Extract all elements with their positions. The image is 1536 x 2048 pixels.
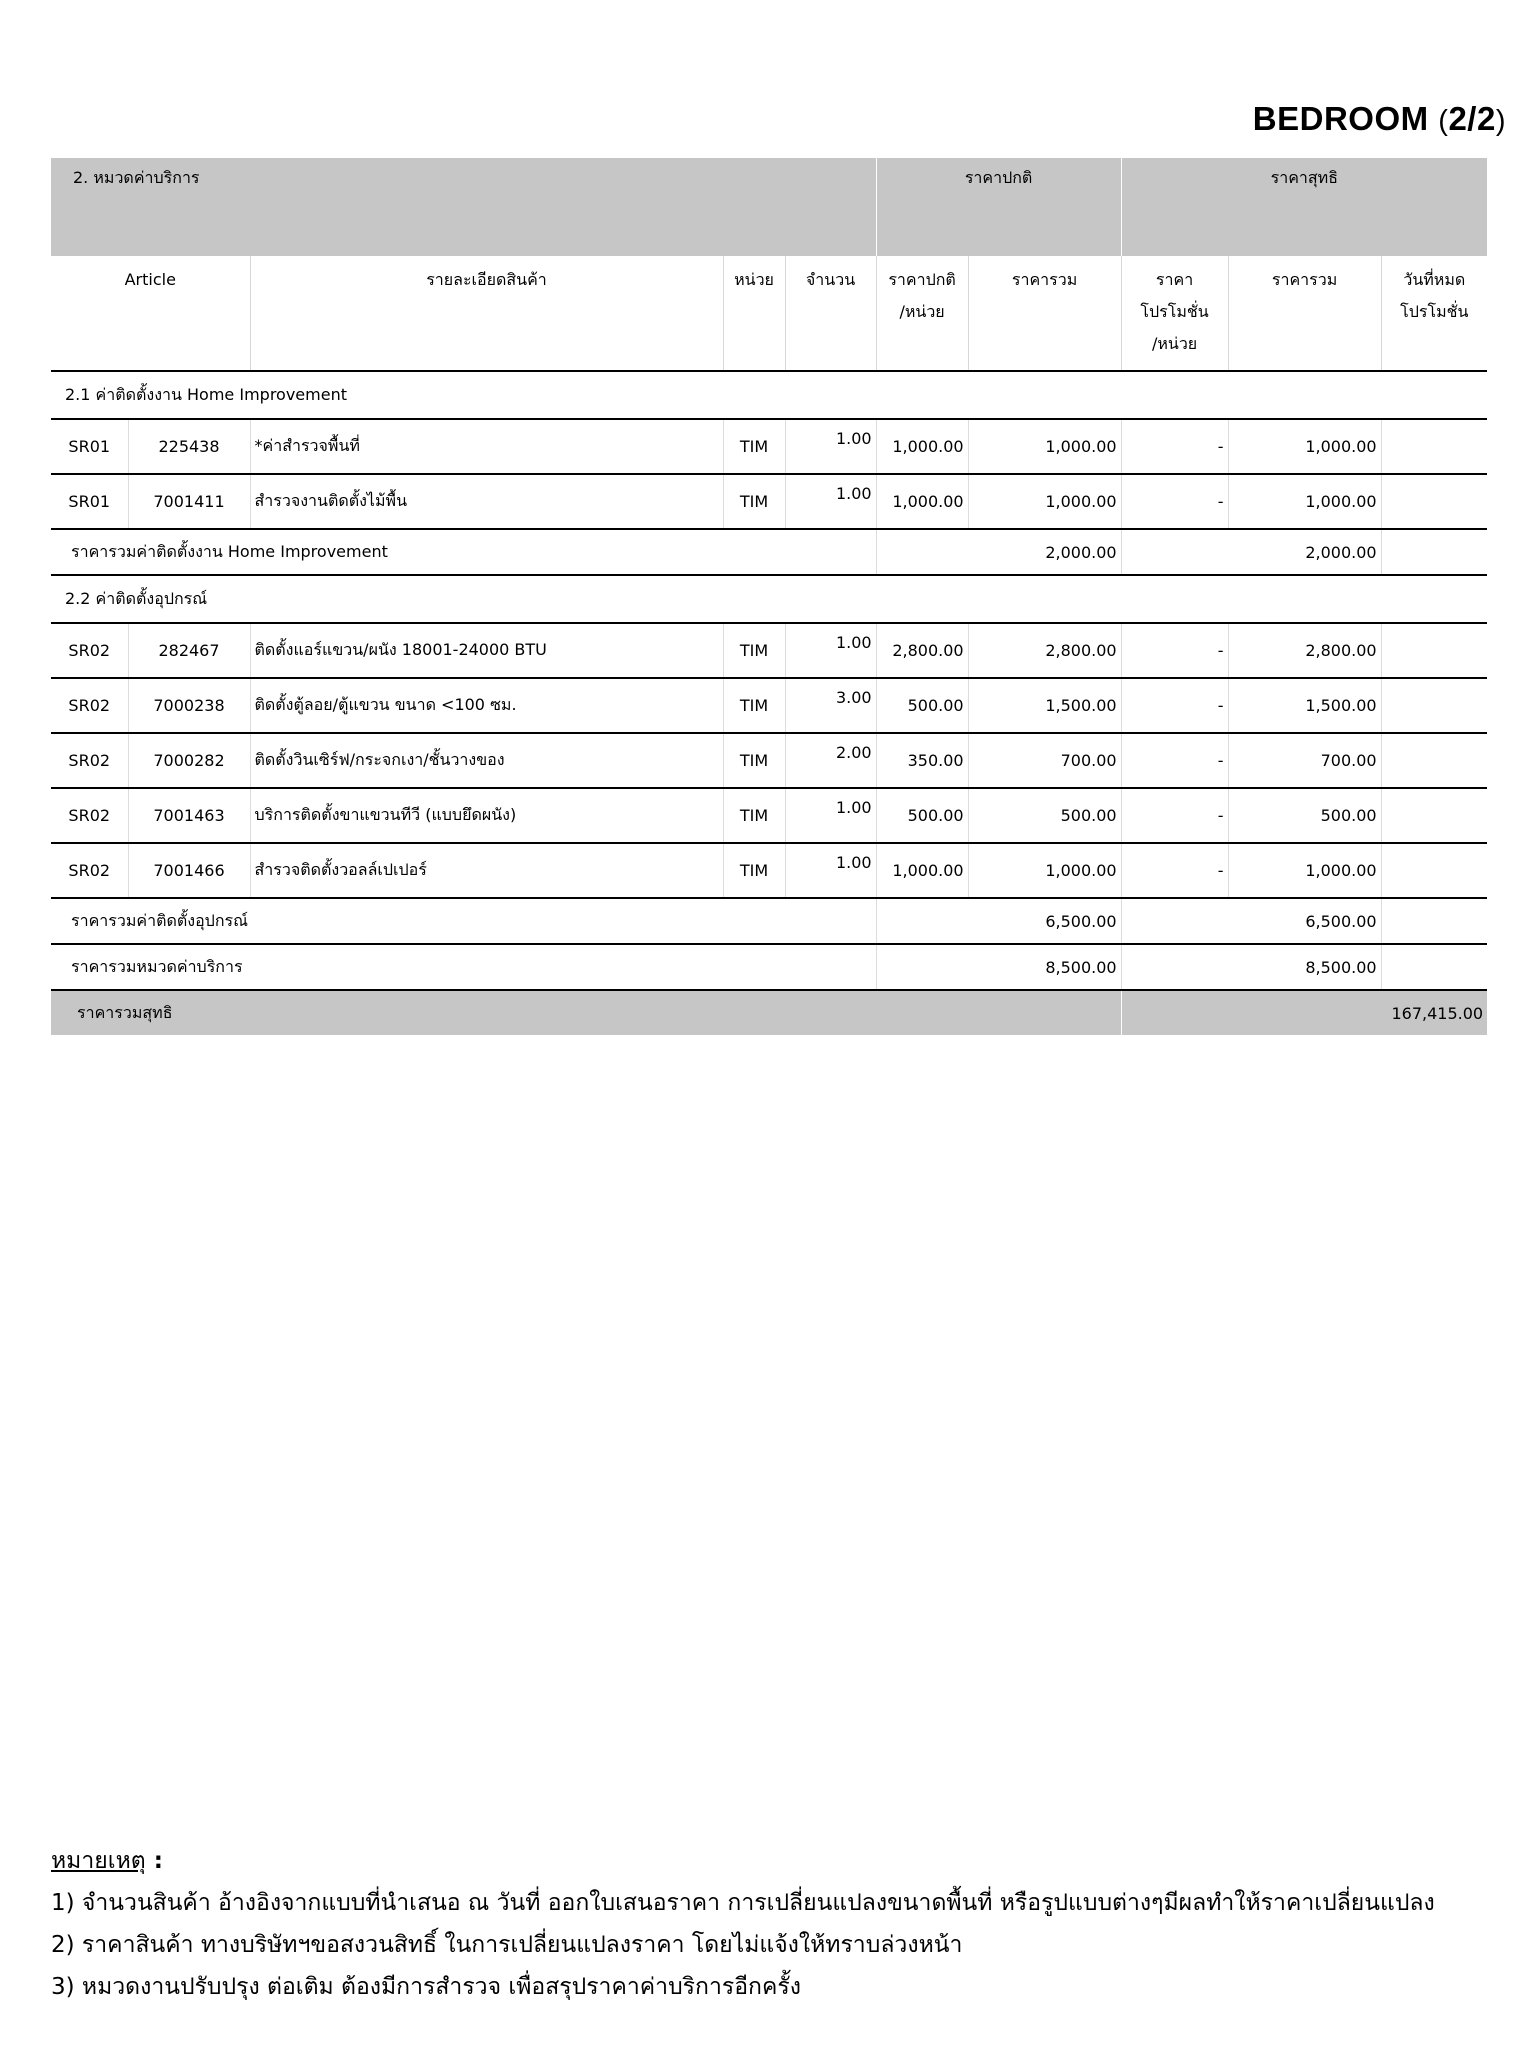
item-qty: 1.00 (785, 474, 876, 529)
table-row (51, 474, 1487, 529)
note-line: 2) ราคาสินค้า ทางบริษัทฯขอสงวนสิทธิ์ ในการเปลี่ยนแปลงราคา โดยไม่แจ้งให้ทราบล่วงหน้า (51, 1932, 963, 1958)
item-promo-end (1381, 843, 1487, 898)
item-description: ติดตั้งตู้ลอย/ตู้แขวน ขนาด <100 ซม. (250, 678, 723, 733)
item-code: SR02 (51, 788, 128, 843)
grand-total-label: ราคารวมสุทธิ (51, 990, 1121, 1035)
item-unit: TIM (723, 419, 785, 474)
item-code: SR02 (51, 843, 128, 898)
subtotal-net: 6,500.00 (1228, 898, 1381, 944)
item-net-total: 700.00 (1228, 733, 1381, 788)
item-unit-price: 1,000.00 (876, 843, 968, 898)
item-description: บริการติดตั้งขาแขวนทีวี (แบบยึดผนัง) (250, 788, 723, 843)
item-qty: 3.00 (785, 678, 876, 733)
table-row (51, 419, 1487, 474)
notes-title: หมายเหตุ : (51, 1848, 163, 1874)
note-line: 3) หมวดงานปรับปรุง ต่อเติม ต้องมีการสำรวจ เพื่อสรุปราคาค่าบริการอีกครั้ง (51, 1974, 801, 2000)
net-price-group-header: ราคาสุทธิ (1121, 158, 1487, 256)
item-qty: 2.00 (785, 733, 876, 788)
item-qty: 1.00 (785, 419, 876, 474)
item-unit: TIM (723, 623, 785, 678)
item-article: 7001411 (128, 474, 250, 529)
note-line: 1) จำนวนสินค้า อ้างอิงจากแบบที่นำเสนอ ณ วันที่ ออกใบเสนอราคา การเปลี่ยนแปลงขนาดพื้นที่ หรือรูปแบบต่างๆมีผลทำให้ราคาเปลี่ยนแปลง (51, 1890, 1435, 1916)
subtotal-row (51, 898, 1487, 944)
column-qty: จำนวน (785, 256, 876, 371)
section-total-row (51, 944, 1487, 990)
column-unit: หน่วย (723, 256, 785, 371)
column-article: Article (124, 270, 176, 289)
group-header-row (51, 371, 1487, 419)
item-qty: 1.00 (785, 623, 876, 678)
item-net-total: 500.00 (1228, 788, 1381, 843)
column-unit-price: ราคาปกติ /หน่วย (876, 256, 968, 371)
table-row (51, 678, 1487, 733)
item-promo-price: - (1121, 623, 1228, 678)
section-total-label: ราคารวมหมวดค่าบริการ (51, 944, 876, 990)
item-promo-end (1381, 419, 1487, 474)
table-row (51, 788, 1487, 843)
page-number: 2/2 (1448, 100, 1496, 137)
item-total: 700.00 (968, 733, 1121, 788)
item-net-total: 1,000.00 (1228, 419, 1381, 474)
item-promo-price: - (1121, 474, 1228, 529)
item-total: 1,000.00 (968, 843, 1121, 898)
page-title-text: BEDROOM (1252, 100, 1429, 137)
item-unit: TIM (723, 788, 785, 843)
group-title: 2.1 ค่าติดตั้งงาน Home Improvement (51, 371, 1487, 419)
column-promo-price: ราคา โปรโมชั่น /หน่วย (1121, 256, 1228, 371)
item-article: 7000238 (128, 678, 250, 733)
item-unit-price: 2,800.00 (876, 623, 968, 678)
page-title: BEDROOM (2/2) (1252, 100, 1506, 137)
item-promo-price: - (1121, 419, 1228, 474)
item-description: สำรวจติดตั้งวอลล์เปเปอร์ (250, 843, 723, 898)
section-total-value: 8,500.00 (968, 944, 1121, 990)
item-unit-price: 1,000.00 (876, 419, 968, 474)
grand-total-value: 167,415.00 (1121, 990, 1487, 1035)
subtotal-net: 2,000.00 (1228, 529, 1381, 575)
item-total: 500.00 (968, 788, 1121, 843)
item-unit: TIM (723, 733, 785, 788)
item-unit-price: 1,000.00 (876, 474, 968, 529)
item-description: สำรวจงานติดตั้งไม้พื้น (250, 474, 723, 529)
item-article: 282467 (128, 623, 250, 678)
table-row (51, 843, 1487, 898)
item-code: SR01 (51, 474, 128, 529)
item-code: SR02 (51, 623, 128, 678)
column-description: รายละเอียดสินค้า (250, 256, 723, 371)
item-description: ติดตั้งวินเซิร์ฟ/กระจกเงา/ชั้นวางของ (250, 733, 723, 788)
subtotal-label: ราคารวมค่าติดตั้งอุปกรณ์ (51, 898, 876, 944)
item-promo-end (1381, 788, 1487, 843)
item-promo-price: - (1121, 733, 1228, 788)
item-unit-price: 350.00 (876, 733, 968, 788)
item-total: 1,000.00 (968, 419, 1121, 474)
item-promo-price: - (1121, 678, 1228, 733)
item-article: 7000282 (128, 733, 250, 788)
table-row (51, 733, 1487, 788)
item-total: 1,500.00 (968, 678, 1121, 733)
subtotal-total: 2,000.00 (968, 529, 1121, 575)
notes (51, 1840, 1491, 2008)
column-promo-end: วันที่หมด โปรโมชั่น (1381, 256, 1487, 371)
column-header-row (51, 256, 1487, 371)
regular-price-group-header: ราคาปกติ (876, 158, 1121, 256)
item-promo-price: - (1121, 788, 1228, 843)
section-title: 2. หมวดค่าบริการ (51, 158, 876, 256)
item-code: SR01 (51, 419, 128, 474)
section-header-row (51, 158, 1487, 256)
item-promo-end (1381, 623, 1487, 678)
item-unit: TIM (723, 474, 785, 529)
item-promo-end (1381, 678, 1487, 733)
item-promo-end (1381, 733, 1487, 788)
subtotal-total: 6,500.00 (968, 898, 1121, 944)
item-net-total: 1,000.00 (1228, 474, 1381, 529)
subtotal-row (51, 529, 1487, 575)
quotation-table (51, 158, 1487, 1035)
item-article: 225438 (128, 419, 250, 474)
section-total-net: 8,500.00 (1228, 944, 1381, 990)
item-net-total: 1,000.00 (1228, 843, 1381, 898)
item-description: *ค่าสำรวจพื้นที่ (250, 419, 723, 474)
item-article: 7001463 (128, 788, 250, 843)
item-total: 1,000.00 (968, 474, 1121, 529)
item-unit-price: 500.00 (876, 788, 968, 843)
column-net-total: ราคารวม (1228, 256, 1381, 371)
item-net-total: 1,500.00 (1228, 678, 1381, 733)
group-title: 2.2 ค่าติดตั้งอุปกรณ์ (51, 575, 1487, 623)
item-unit: TIM (723, 843, 785, 898)
item-total: 2,800.00 (968, 623, 1121, 678)
item-promo-end (1381, 474, 1487, 529)
item-qty: 1.00 (785, 788, 876, 843)
item-code: SR02 (51, 678, 128, 733)
grand-total-row (51, 990, 1487, 1035)
column-total: ราคารวม (968, 256, 1121, 371)
item-description: ติดตั้งแอร์แขวน/ผนัง 18001-24000 BTU (250, 623, 723, 678)
group-header-row (51, 575, 1487, 623)
item-qty: 1.00 (785, 843, 876, 898)
item-unit: TIM (723, 678, 785, 733)
item-promo-price: - (1121, 843, 1228, 898)
item-unit-price: 500.00 (876, 678, 968, 733)
item-code: SR02 (51, 733, 128, 788)
item-net-total: 2,800.00 (1228, 623, 1381, 678)
item-article: 7001466 (128, 843, 250, 898)
table-row (51, 623, 1487, 678)
subtotal-label: ราคารวมค่าติดตั้งงาน Home Improvement (51, 529, 876, 575)
